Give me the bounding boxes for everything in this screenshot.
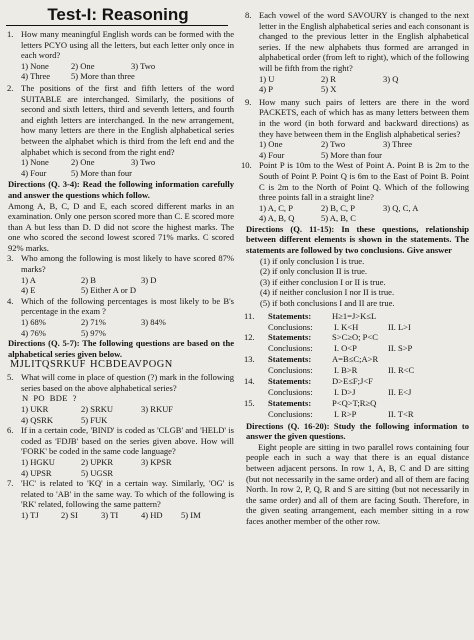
question-number: 5. — [7, 372, 14, 383]
option: 5) X — [321, 84, 337, 95]
left-column — [0, 0, 236, 640]
option: 4) Four — [21, 167, 47, 178]
option: 2) UPKR — [81, 457, 114, 468]
statement-text: S>C≥O; P<C — [332, 332, 378, 343]
option: 3) 84% — [141, 317, 166, 328]
question-text: Point P is 10m to the West of Point A. Point B is 2m to the South of Point P. Point Q is 6m to the East of Point B. Point C is 2m to the North of Point Q. Which of the following three points fall in a straight line? — [259, 160, 469, 203]
option: 4) P — [259, 84, 274, 95]
conclusion-row-12 — [238, 343, 471, 354]
question-7 — [0, 478, 236, 510]
question-4 — [0, 296, 236, 317]
option: 5) More than four — [321, 149, 382, 160]
question-2 — [0, 83, 236, 157]
options-7 — [0, 510, 236, 521]
info-3-4: Among A, B, C, D and E, each scored different marks in an examination. Only one person scored more than C. E scored more than A but less than D. D did not score the highest marks. The one who scored the second lowest scored 71% marks. C scored 92% marks. — [8, 200, 234, 253]
conclusion-row-11 — [238, 322, 471, 333]
question-text: Who among the following is most likely to have scored 87% marks? — [21, 253, 234, 275]
option: 1) A, C, P — [259, 202, 293, 213]
question-number: 8. — [245, 10, 252, 20]
conclusion-2: II. S>P — [388, 343, 413, 354]
options-1 — [0, 61, 236, 82]
option: 5) FUK — [81, 414, 108, 425]
option: 2) R — [321, 73, 336, 84]
option: 2) One — [71, 157, 95, 168]
conclusion-1: I. K<H — [334, 321, 359, 332]
conclusion-1: I. B>R — [334, 365, 358, 376]
question-text: If in a certain code, 'BIND' is coded as 'CLGB' and 'HELD' is coded as 'FDJB' based on the series given above. How will 'FORK' be coded in the same code language? — [21, 425, 234, 457]
page-title: Test-I: Reasoning — [47, 5, 189, 24]
option: 4) E — [21, 285, 36, 296]
conclusion-2: II. T<R — [388, 408, 414, 419]
answer-rule: (5) if both conclusions I and II are true. — [260, 298, 395, 309]
question-number: 7. — [7, 478, 14, 489]
question-10 — [238, 160, 471, 202]
right-column — [238, 0, 471, 640]
question-text: The positions of the first and fifth letters of the word SUITABLE are interchanged. Similarly, the positions of second and sixth letters, third and seventh letters, and fourth and eighth letters are interchanged. In the new arrangement, how many letters are there in the English alphabetical series between the alphabet which is third from the left end and the alphabet which is second from the right end? — [21, 82, 234, 157]
question-text: Which of the following percentages is most likely to be B's percentage in the exam ? — [21, 295, 234, 317]
question-number: 11. — [244, 310, 255, 321]
option: 4) UPSR — [21, 467, 52, 478]
statement-text: H≥1=J>K≤L — [332, 310, 377, 321]
statement-text: D>E≤F;J<F — [332, 375, 373, 386]
question-9 — [238, 97, 471, 139]
question-6 — [0, 425, 236, 457]
alphabet-series: MJLITQSRKUF HCBDEAVPOGN — [10, 359, 173, 371]
statement-text: A=B≤C;A>R — [332, 354, 379, 365]
conclusion-row-13 — [238, 365, 471, 376]
answer-rule: (4) if neither conclusion I nor II is true. — [260, 287, 395, 298]
conclusions-label: Conclusions: — [268, 343, 313, 354]
answer-rule: (2) if only conclusion II is true. — [260, 266, 368, 277]
conclusions-label: Conclusions: — [268, 365, 313, 376]
directions-3-4: Directions (Q. 3-4): Read the following information carefully and answer the questions which follow. — [8, 179, 234, 200]
directions-5-7: Directions (Q. 5-7): The following questions are based on the alphabetical series given below. — [8, 338, 234, 359]
option: 3) Q — [383, 73, 399, 84]
question-8 — [238, 10, 471, 74]
options-3 — [0, 275, 236, 296]
option: 4) Four — [259, 149, 285, 160]
option: 1) None — [21, 60, 49, 71]
options-6 — [0, 457, 236, 478]
options-5 — [0, 404, 236, 425]
option: 1) HGKU — [21, 457, 55, 468]
option: 3) TI — [101, 510, 119, 521]
option: 2) Two — [321, 139, 346, 150]
option: 5) UGSR — [81, 467, 114, 478]
question-number: 10. — [241, 160, 252, 171]
option: 5) 97% — [81, 327, 106, 338]
option: 5) More than four — [71, 167, 132, 178]
options-9 — [238, 139, 471, 160]
conclusion-2: II. R<C — [388, 365, 415, 376]
question-text: What will come in place of question (?) mark in the following series based on the above alphabetical series? — [21, 372, 234, 393]
statement-row-14 — [238, 376, 471, 387]
question-number: 13. — [244, 354, 255, 365]
conclusion-1: I. O<P — [334, 343, 357, 354]
statements-label: Statements: — [268, 310, 312, 321]
option: 4) Three — [21, 71, 51, 82]
option: 5) A, B, C — [321, 213, 356, 224]
option: 3) KPSR — [141, 457, 172, 468]
conclusion-1: I. R>P — [334, 408, 357, 419]
option: 1) One — [259, 139, 283, 150]
option: 1) UKR — [21, 404, 49, 415]
statements-label: Statements: — [268, 332, 312, 343]
statements-label: Statements: — [268, 354, 312, 365]
answer-rule: (3) if either conclusion I or II is true. — [260, 276, 386, 287]
conclusion-1: I. D>J — [334, 386, 356, 397]
option: 3) Two — [131, 157, 156, 168]
directions-16-20: Directions (Q. 16-20): Study the following information to answer the given questions. — [246, 420, 469, 442]
question-number: 2. — [7, 82, 14, 93]
option: 4) HD — [141, 510, 163, 521]
conclusion-2: II. L>I — [388, 321, 411, 332]
option: 3) Three — [383, 139, 413, 150]
conclusions-label: Conclusions: — [268, 386, 313, 397]
answer-rule: (1) if only conclusion I is true. — [260, 255, 365, 266]
conclusion-row-15 — [238, 409, 471, 420]
statement-text: P<Q>T;R≥Q — [332, 397, 377, 408]
option: 2) One — [71, 60, 95, 71]
option: 3) RKUF — [141, 404, 174, 415]
title-rule — [6, 25, 228, 26]
option: 1) 68% — [21, 317, 46, 328]
statements-label: Statements: — [268, 397, 312, 408]
option: 2) SRKU — [81, 404, 114, 415]
question-number: 12. — [244, 332, 255, 343]
option: 2) SI — [61, 510, 78, 521]
option: 1) TJ — [21, 510, 39, 521]
statements-label: Statements: — [268, 375, 312, 386]
options-10 — [238, 203, 471, 224]
directions-11-15: Directions (Q. 11-15): In these questions, relationship between different elements is shown in the statements. The statements are followed by two conclusions. Give answer — [246, 223, 469, 256]
question-number: 9. — [245, 96, 252, 107]
option: 3) D — [141, 274, 157, 285]
conclusions-label: Conclusions: — [268, 408, 313, 419]
statement-row-13 — [238, 354, 471, 365]
question-text: Each vowel of the word SAVOURY is changed to the next letter in the English alphabetical series and each consonant is changed to the previous letter in the English alphabetical series. If the new alphabets thus formed are arranged in alphabetical order (from left to right), which of the following will be fifth from the right? — [259, 10, 469, 73]
option: 4) QSRK — [21, 414, 54, 425]
question-5 — [0, 372, 236, 393]
question-text: How many meaningful English words can be formed with the letters PCYO using all the letters, but each letter only once in each word? — [21, 29, 234, 61]
conclusion-2: II. E<J — [388, 386, 412, 397]
option: 1) A — [21, 274, 36, 285]
question-number: 1. — [7, 29, 14, 39]
info-16-20: Eight people are sitting in two parallel rows containing four people each in such a way that there is an equal distance between adjacent persons. In row 1, A, B, C and D are sitting (but not necessarily in the same order) and all of them are facing North. In row 2, P, Q, R and S are sitting (but not necessarily in the same order) and all of them are facing South. Therefore, in the given seating arrangement, each member sitting in a row faces another member of the other row. — [246, 441, 469, 526]
option: 5) Either A or D — [81, 285, 137, 296]
option: 1) U — [259, 73, 275, 84]
option: 2) B — [81, 274, 96, 285]
option: 3) Q, C, A — [383, 202, 419, 213]
option: 4) 76% — [21, 327, 46, 338]
question-text: How many such pairs of letters are there in the word PACKETS, each of which has as many letters between them in the word (in both forward and backward directions) as they have between them in the English alphabetical series? — [259, 96, 469, 139]
options-8 — [238, 74, 471, 95]
statements-block — [238, 311, 471, 420]
question-3 — [0, 253, 236, 274]
conclusion-row-14 — [238, 387, 471, 398]
option: 5) More than three — [71, 71, 135, 82]
question-number: 6. — [7, 425, 14, 436]
options-4 — [0, 317, 236, 338]
question-number: 15. — [244, 397, 255, 408]
question-number: 3. — [7, 253, 14, 264]
option: 4) A, B, Q — [259, 213, 295, 224]
conclusions-label: Conclusions: — [268, 321, 313, 332]
question-5-sequence: N PO BDE ? — [22, 393, 77, 404]
options-2 — [0, 157, 236, 178]
option: 3) Two — [131, 60, 156, 71]
option: 2) B, C, P — [321, 202, 355, 213]
option: 2) 71% — [81, 317, 106, 328]
statement-row-11 — [238, 311, 471, 322]
question-number: 4. — [7, 295, 14, 306]
question-number: 14. — [244, 375, 255, 386]
statement-row-15 — [238, 398, 471, 409]
question-1 — [0, 29, 236, 61]
option: 5) IM — [181, 510, 201, 521]
question-text: 'HC' is related to 'KQ' in a certain way. Similarly, 'OG' is related to 'AB' in the same way. To which of the following is 'RK' related, following the same pattern? — [21, 478, 234, 510]
statement-row-12 — [238, 332, 471, 343]
option: 1) None — [21, 157, 49, 168]
